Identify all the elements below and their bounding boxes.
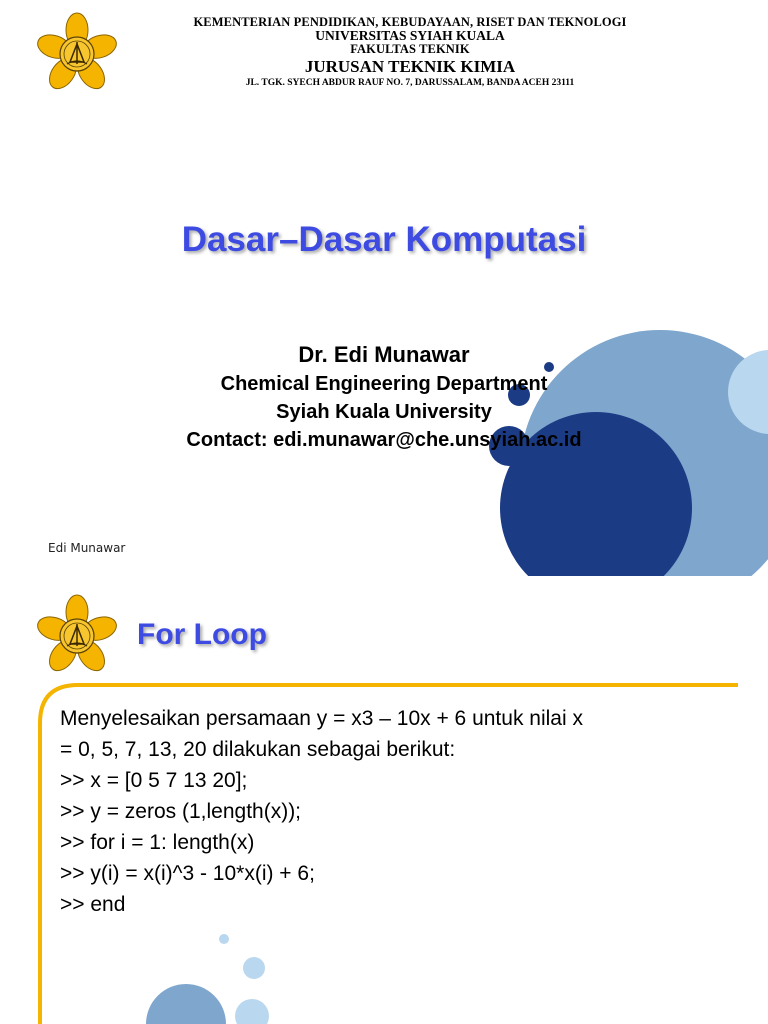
code-line: >> y = zeros (1,length(x)); bbox=[60, 800, 302, 823]
slide-title: For Loop bbox=[137, 618, 267, 651]
department-name: JURUSAN TEKNIK KIMIA bbox=[304, 57, 516, 76]
slide-title: Dasar–Dasar Komputasi bbox=[181, 220, 587, 259]
author-department: Chemical Engineering Department bbox=[220, 373, 548, 395]
content-line: Menyelesaikan persamaan y = x3 – 10x + 6 untuk nilai x bbox=[60, 707, 583, 730]
faculty-name: FAKULTAS TEKNIK bbox=[350, 42, 470, 56]
author-university: Syiah Kuala University bbox=[276, 401, 492, 423]
code-line: >> end bbox=[60, 893, 126, 916]
university-logo-icon bbox=[36, 594, 118, 674]
institution-header bbox=[130, 16, 690, 89]
code-line: >> y(i) = x(i)^3 - 10*x(i) + 6; bbox=[60, 862, 315, 885]
for-loop-slide bbox=[0, 576, 768, 1024]
slide-content bbox=[60, 703, 750, 920]
author-name: Dr. Edi Munawar bbox=[298, 342, 470, 367]
code-line: >> x = [0 5 7 13 20]; bbox=[60, 769, 248, 792]
author-contact: Contact: edi.munawar@che.unsyiah.ac.id bbox=[186, 429, 582, 451]
code-line: >> for i = 1: length(x) bbox=[60, 831, 255, 854]
university-logo-icon bbox=[36, 12, 118, 92]
ministry-name: KEMENTERIAN PENDIDIKAN, KEBUDAYAAN, RISET DAN TEKNOLOGI bbox=[193, 15, 627, 29]
university-name: UNIVERSITAS SYIAH KUALA bbox=[315, 28, 505, 43]
institution-address: JL. TGK. SYECH ABDUR RAUF NO. 7, DARUSSALAM, BANDA ACEH 23111 bbox=[245, 78, 575, 88]
author-info bbox=[120, 340, 648, 454]
content-line: = 0, 5, 7, 13, 20 dilakukan sebagai berikut: bbox=[60, 738, 456, 761]
slide-footer: Edi Munawar bbox=[48, 541, 126, 555]
